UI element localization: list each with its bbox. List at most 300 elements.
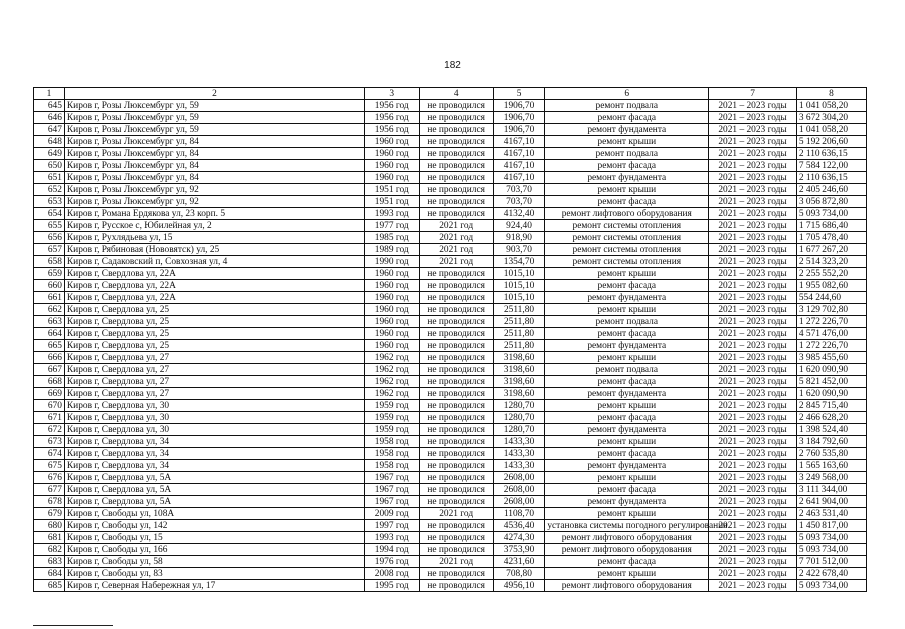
cost-cell: 2 110 636,15 (796, 172, 866, 184)
table-row (34, 148, 867, 160)
work-type-cell: ремонт фундамента (545, 460, 709, 472)
last-repair-cell: не проводился (419, 112, 493, 124)
build-year-cell: 1997 год (364, 520, 419, 532)
table-row (34, 460, 867, 472)
cost-cell: 1 450 817,00 (796, 520, 866, 532)
table-row (34, 136, 867, 148)
area-cell: 703,70 (493, 196, 545, 208)
last-repair-cell: 2021 год (419, 556, 493, 568)
area-cell: 1906,70 (493, 100, 545, 112)
work-type-cell: ремонт крыши (545, 472, 709, 484)
table-row (34, 448, 867, 460)
last-repair-cell: не проводился (419, 136, 493, 148)
address-cell: Киров г, Розы Люксембург ул, 59 (64, 112, 364, 124)
cost-cell: 2 405 246,60 (796, 184, 866, 196)
area-cell: 1354,70 (493, 256, 545, 268)
table-row (34, 328, 867, 340)
area-cell: 4274,30 (493, 532, 545, 544)
row-number-cell: 650 (34, 160, 65, 172)
work-type-cell: ремонт крыши (545, 268, 709, 280)
area-cell: 3198,60 (493, 376, 545, 388)
table-row (34, 544, 867, 556)
column-number-header-row (34, 88, 867, 100)
work-type-cell: ремонт системы отопления (545, 232, 709, 244)
work-type-cell: ремонт фундамента (545, 388, 709, 400)
table-row (34, 340, 867, 352)
area-cell: 703,70 (493, 184, 545, 196)
period-cell: 2021 – 2023 годы (709, 508, 797, 520)
cost-cell: 5 093 734,00 (796, 532, 866, 544)
area-cell: 4167,10 (493, 172, 545, 184)
work-type-cell: ремонт фундамента (545, 172, 709, 184)
cost-cell: 2 641 904,00 (796, 496, 866, 508)
work-type-cell: ремонт фасада (545, 376, 709, 388)
period-cell: 2021 – 2023 годы (709, 208, 797, 220)
build-year-cell: 1989 год (364, 244, 419, 256)
table-row (34, 280, 867, 292)
build-year-cell: 1962 год (364, 364, 419, 376)
cost-cell: 7 584 122,00 (796, 160, 866, 172)
row-number-cell: 653 (34, 196, 65, 208)
cost-cell: 2 845 715,40 (796, 400, 866, 412)
address-cell: Киров г, Свердлова ул, 27 (64, 364, 364, 376)
table-row (34, 400, 867, 412)
period-cell: 2021 – 2023 годы (709, 400, 797, 412)
work-type-cell: ремонт системы отопления (545, 256, 709, 268)
cost-cell: 5 192 206,60 (796, 136, 866, 148)
cost-cell: 5 093 734,00 (796, 580, 866, 592)
work-type-cell: ремонт фасада (545, 556, 709, 568)
last-repair-cell: не проводился (419, 448, 493, 460)
last-repair-cell: не проводился (419, 340, 493, 352)
period-cell: 2021 – 2023 годы (709, 244, 797, 256)
last-repair-cell: не проводился (419, 148, 493, 160)
build-year-cell: 1962 год (364, 388, 419, 400)
cost-cell: 2 255 552,20 (796, 268, 866, 280)
work-type-cell: ремонт фасада (545, 280, 709, 292)
build-year-cell: 1995 год (364, 580, 419, 592)
table-row (34, 580, 867, 592)
table-row (34, 532, 867, 544)
work-type-cell: ремонт крыши (545, 436, 709, 448)
area-cell: 2608,00 (493, 472, 545, 484)
work-type-cell: ремонт лифтового оборудования (545, 532, 709, 544)
address-cell: Киров г, Свердлова ул, 25 (64, 304, 364, 316)
row-number-cell: 683 (34, 556, 65, 568)
area-cell: 1015,10 (493, 292, 545, 304)
period-cell: 2021 – 2023 годы (709, 340, 797, 352)
area-cell: 3198,60 (493, 364, 545, 376)
area-cell: 1015,10 (493, 268, 545, 280)
period-cell: 2021 – 2023 годы (709, 268, 797, 280)
work-type-cell: ремонт крыши (545, 184, 709, 196)
table-row (34, 568, 867, 580)
area-cell: 3198,60 (493, 352, 545, 364)
column-header: 2 (64, 88, 364, 100)
table-row (34, 436, 867, 448)
cost-cell: 3 249 568,00 (796, 472, 866, 484)
area-cell: 918,90 (493, 232, 545, 244)
area-cell: 903,70 (493, 244, 545, 256)
work-type-cell: ремонт крыши (545, 400, 709, 412)
last-repair-cell: не проводился (419, 484, 493, 496)
last-repair-cell: не проводился (419, 268, 493, 280)
table-row (34, 364, 867, 376)
work-type-cell: ремонт крыши (545, 508, 709, 520)
address-cell: Киров г, Свердлова ул, 30 (64, 412, 364, 424)
last-repair-cell: не проводился (419, 520, 493, 532)
period-cell: 2021 – 2023 годы (709, 172, 797, 184)
address-cell: Киров г, Свердлова ул, 22А (64, 268, 364, 280)
area-cell: 4167,10 (493, 136, 545, 148)
work-type-cell: ремонт крыши (545, 304, 709, 316)
work-type-cell: ремонт крыши (545, 136, 709, 148)
cost-cell: 2 514 323,20 (796, 256, 866, 268)
build-year-cell: 1956 год (364, 124, 419, 136)
table-row (34, 196, 867, 208)
area-cell: 4231,60 (493, 556, 545, 568)
address-cell: Киров г, Свердлова ул, 27 (64, 388, 364, 400)
work-type-cell: ремонт фасада (545, 112, 709, 124)
cost-cell: 5 093 734,00 (796, 208, 866, 220)
build-year-cell: 1960 год (364, 304, 419, 316)
build-year-cell: 2009 год (364, 508, 419, 520)
period-cell: 2021 – 2023 годы (709, 376, 797, 388)
row-number-cell: 674 (34, 448, 65, 460)
period-cell: 2021 – 2023 годы (709, 256, 797, 268)
row-number-cell: 679 (34, 508, 65, 520)
area-cell: 1108,70 (493, 508, 545, 520)
period-cell: 2021 – 2023 годы (709, 448, 797, 460)
row-number-cell: 672 (34, 424, 65, 436)
column-header: 4 (419, 88, 493, 100)
column-header: 6 (545, 88, 709, 100)
area-cell: 2511,80 (493, 328, 545, 340)
period-cell: 2021 – 2023 годы (709, 100, 797, 112)
row-number-cell: 667 (34, 364, 65, 376)
build-year-cell: 1960 год (364, 172, 419, 184)
period-cell: 2021 – 2023 годы (709, 292, 797, 304)
last-repair-cell: 2021 год (419, 220, 493, 232)
work-type-cell: ремонт системы отопления (545, 220, 709, 232)
row-number-cell: 664 (34, 328, 65, 340)
row-number-cell: 671 (34, 412, 65, 424)
row-number-cell: 675 (34, 460, 65, 472)
cost-cell: 1 715 686,40 (796, 220, 866, 232)
table-row (34, 232, 867, 244)
last-repair-cell: не проводился (419, 412, 493, 424)
period-cell: 2021 – 2023 годы (709, 532, 797, 544)
period-cell: 2021 – 2023 годы (709, 160, 797, 172)
cost-cell: 1 272 226,70 (796, 316, 866, 328)
column-header: 5 (493, 88, 545, 100)
area-cell: 4132,40 (493, 208, 545, 220)
work-type-cell: ремонт фундамента (545, 340, 709, 352)
cost-cell: 7 701 512,00 (796, 556, 866, 568)
address-cell: Киров г, Садаковский п, Совхозная ул, 4 (64, 256, 364, 268)
last-repair-cell: не проводился (419, 184, 493, 196)
build-year-cell: 1960 год (364, 148, 419, 160)
last-repair-cell: не проводился (419, 376, 493, 388)
build-year-cell: 1960 год (364, 268, 419, 280)
build-year-cell: 1967 год (364, 472, 419, 484)
row-number-cell: 681 (34, 532, 65, 544)
address-cell: Киров г, Свердлова ул, 25 (64, 328, 364, 340)
period-cell: 2021 – 2023 годы (709, 352, 797, 364)
last-repair-cell: не проводился (419, 328, 493, 340)
address-cell: Киров г, Свободы ул, 108А (64, 508, 364, 520)
build-year-cell: 1977 год (364, 220, 419, 232)
address-cell: Киров г, Розы Люксембург ул, 59 (64, 124, 364, 136)
build-year-cell: 1960 год (364, 340, 419, 352)
period-cell: 2021 – 2023 годы (709, 520, 797, 532)
area-cell: 924,40 (493, 220, 545, 232)
last-repair-cell: не проводился (419, 304, 493, 316)
cost-cell: 5 821 452,00 (796, 376, 866, 388)
last-repair-cell: не проводился (419, 400, 493, 412)
build-year-cell: 1960 год (364, 160, 419, 172)
table-row (34, 160, 867, 172)
build-year-cell: 1976 год (364, 556, 419, 568)
area-cell: 2511,80 (493, 304, 545, 316)
address-cell: Киров г, Романа Ердякова ул, 23 корп. 5 (64, 208, 364, 220)
address-cell: Киров г, Свердлова ул, 25 (64, 316, 364, 328)
last-repair-cell: не проводился (419, 568, 493, 580)
cost-cell: 1 620 090,90 (796, 364, 866, 376)
row-number-cell: 670 (34, 400, 65, 412)
last-repair-cell: не проводился (419, 544, 493, 556)
table-row (34, 508, 867, 520)
work-type-cell: ремонт фундамента (545, 424, 709, 436)
build-year-cell: 1985 год (364, 232, 419, 244)
last-repair-cell: не проводился (419, 172, 493, 184)
address-cell: Киров г, Розы Люксембург ул, 84 (64, 148, 364, 160)
footnote-divider (33, 625, 113, 626)
area-cell: 1015,10 (493, 280, 545, 292)
table-row (34, 244, 867, 256)
table-row (34, 268, 867, 280)
address-cell: Киров г, Свободы ул, 83 (64, 568, 364, 580)
last-repair-cell: 2021 год (419, 244, 493, 256)
repair-program-table (33, 87, 867, 592)
last-repair-cell: не проводился (419, 496, 493, 508)
table-row (34, 496, 867, 508)
row-number-cell: 673 (34, 436, 65, 448)
table-row (34, 124, 867, 136)
cost-cell: 1 565 163,60 (796, 460, 866, 472)
work-type-cell: ремонт лифтового оборудования (545, 580, 709, 592)
row-number-cell: 647 (34, 124, 65, 136)
last-repair-cell: не проводился (419, 580, 493, 592)
last-repair-cell: не проводился (419, 436, 493, 448)
area-cell: 708,80 (493, 568, 545, 580)
address-cell: Киров г, Розы Люксембург ул, 84 (64, 160, 364, 172)
address-cell: Киров г, Рухлядьева ул, 15 (64, 232, 364, 244)
table-row (34, 472, 867, 484)
last-repair-cell: не проводился (419, 160, 493, 172)
last-repair-cell: не проводился (419, 388, 493, 400)
table-row (34, 520, 867, 532)
build-year-cell: 1962 год (364, 352, 419, 364)
cost-cell: 3 111 344,00 (796, 484, 866, 496)
row-number-cell: 678 (34, 496, 65, 508)
table-row (34, 316, 867, 328)
period-cell: 2021 – 2023 годы (709, 412, 797, 424)
address-cell: Киров г, Свердлова ул, 22А (64, 280, 364, 292)
cost-cell: 3 184 792,60 (796, 436, 866, 448)
build-year-cell: 1960 год (364, 316, 419, 328)
area-cell: 4167,10 (493, 160, 545, 172)
build-year-cell: 1962 год (364, 376, 419, 388)
address-cell: Киров г, Розы Люксембург ул, 84 (64, 172, 364, 184)
row-number-cell: 652 (34, 184, 65, 196)
address-cell: Киров г, Свердлова ул, 5А (64, 496, 364, 508)
work-type-cell: ремонт лифтового оборудования (545, 208, 709, 220)
build-year-cell: 1990 год (364, 256, 419, 268)
work-type-cell: ремонт фасада (545, 412, 709, 424)
row-number-cell: 682 (34, 544, 65, 556)
column-header: 3 (364, 88, 419, 100)
row-number-cell: 658 (34, 256, 65, 268)
area-cell: 2608,00 (493, 484, 545, 496)
build-year-cell: 1959 год (364, 412, 419, 424)
cost-cell: 1 398 524,40 (796, 424, 866, 436)
row-number-cell: 684 (34, 568, 65, 580)
column-header: 1 (34, 88, 65, 100)
build-year-cell: 1958 год (364, 436, 419, 448)
address-cell: Киров г, Розы Люксембург ул, 92 (64, 184, 364, 196)
last-repair-cell: не проводился (419, 352, 493, 364)
area-cell: 1433,30 (493, 448, 545, 460)
cost-cell: 1 041 058,20 (796, 124, 866, 136)
area-cell: 1433,30 (493, 436, 545, 448)
cost-cell: 3 985 455,60 (796, 352, 866, 364)
work-type-cell: ремонт крыши (545, 568, 709, 580)
address-cell: Киров г, Свердлова ул, 27 (64, 376, 364, 388)
table-row (34, 256, 867, 268)
cost-cell: 5 093 734,00 (796, 544, 866, 556)
row-number-cell: 655 (34, 220, 65, 232)
area-cell: 1906,70 (493, 112, 545, 124)
page-number: 182 (444, 60, 461, 71)
table-row (34, 220, 867, 232)
period-cell: 2021 – 2023 годы (709, 148, 797, 160)
work-type-cell: ремонт фасада (545, 328, 709, 340)
last-repair-cell: не проводился (419, 532, 493, 544)
area-cell: 1280,70 (493, 412, 545, 424)
last-repair-cell: не проводился (419, 100, 493, 112)
last-repair-cell: не проводился (419, 196, 493, 208)
area-cell: 2511,80 (493, 340, 545, 352)
row-number-cell: 646 (34, 112, 65, 124)
period-cell: 2021 – 2023 годы (709, 460, 797, 472)
period-cell: 2021 – 2023 годы (709, 220, 797, 232)
row-number-cell: 656 (34, 232, 65, 244)
row-number-cell: 657 (34, 244, 65, 256)
work-type-cell: ремонт фундамента (545, 496, 709, 508)
build-year-cell: 1967 год (364, 484, 419, 496)
period-cell: 2021 – 2023 годы (709, 472, 797, 484)
last-repair-cell: не проводился (419, 460, 493, 472)
work-type-cell: установка системы погодного регулирования (545, 520, 709, 532)
period-cell: 2021 – 2023 годы (709, 136, 797, 148)
work-type-cell: ремонт фасада (545, 484, 709, 496)
area-cell: 3753,90 (493, 544, 545, 556)
period-cell: 2021 – 2023 годы (709, 112, 797, 124)
table-row (34, 412, 867, 424)
work-type-cell: ремонт фасада (545, 160, 709, 172)
build-year-cell: 1960 год (364, 292, 419, 304)
row-number-cell: 648 (34, 136, 65, 148)
build-year-cell: 1993 год (364, 208, 419, 220)
period-cell: 2021 – 2023 годы (709, 196, 797, 208)
address-cell: Киров г, Свердлова ул, 34 (64, 448, 364, 460)
table-row (34, 304, 867, 316)
period-cell: 2021 – 2023 годы (709, 436, 797, 448)
address-cell: Киров г, Свердлова ул, 30 (64, 424, 364, 436)
address-cell: Киров г, Свердлова ул, 25 (64, 340, 364, 352)
build-year-cell: 1959 год (364, 400, 419, 412)
build-year-cell: 1951 год (364, 196, 419, 208)
row-number-cell: 669 (34, 388, 65, 400)
table-row (34, 376, 867, 388)
work-type-cell: ремонт подвала (545, 316, 709, 328)
area-cell: 4167,10 (493, 148, 545, 160)
last-repair-cell: 2021 год (419, 232, 493, 244)
row-number-cell: 665 (34, 340, 65, 352)
row-number-cell: 654 (34, 208, 65, 220)
build-year-cell: 1951 год (364, 184, 419, 196)
cost-cell: 4 571 476,00 (796, 328, 866, 340)
row-number-cell: 661 (34, 292, 65, 304)
table-row (34, 100, 867, 112)
area-cell: 4956,10 (493, 580, 545, 592)
period-cell: 2021 – 2023 годы (709, 280, 797, 292)
period-cell: 2021 – 2023 годы (709, 580, 797, 592)
cost-cell: 1 041 058,20 (796, 100, 866, 112)
work-type-cell: ремонт фундамента (545, 124, 709, 136)
address-cell: Киров г, Северная Набережная ул, 17 (64, 580, 364, 592)
row-number-cell: 660 (34, 280, 65, 292)
cost-cell: 3 056 872,80 (796, 196, 866, 208)
address-cell: Киров г, Свердлова ул, 34 (64, 436, 364, 448)
last-repair-cell: не проводился (419, 424, 493, 436)
address-cell: Киров г, Розы Люксембург ул, 92 (64, 196, 364, 208)
build-year-cell: 1994 год (364, 544, 419, 556)
address-cell: Киров г, Свердлова ул, 30 (64, 400, 364, 412)
build-year-cell: 1960 год (364, 328, 419, 340)
period-cell: 2021 – 2023 годы (709, 304, 797, 316)
area-cell: 2511,80 (493, 316, 545, 328)
address-cell: Киров г, Свердлова ул, 5А (64, 484, 364, 496)
row-number-cell: 663 (34, 316, 65, 328)
row-number-cell: 680 (34, 520, 65, 532)
area-cell: 1433,30 (493, 460, 545, 472)
row-number-cell: 649 (34, 148, 65, 160)
period-cell: 2021 – 2023 годы (709, 124, 797, 136)
row-number-cell: 685 (34, 580, 65, 592)
period-cell: 2021 – 2023 годы (709, 184, 797, 196)
period-cell: 2021 – 2023 годы (709, 316, 797, 328)
column-header: 8 (796, 88, 866, 100)
table-row (34, 352, 867, 364)
work-type-cell: ремонт фасада (545, 448, 709, 460)
cost-cell: 2 110 636,15 (796, 148, 866, 160)
address-cell: Киров г, Свободы ул, 142 (64, 520, 364, 532)
cost-cell: 3 129 702,80 (796, 304, 866, 316)
work-type-cell: ремонт лифтового оборудования (545, 544, 709, 556)
table-row (34, 424, 867, 436)
